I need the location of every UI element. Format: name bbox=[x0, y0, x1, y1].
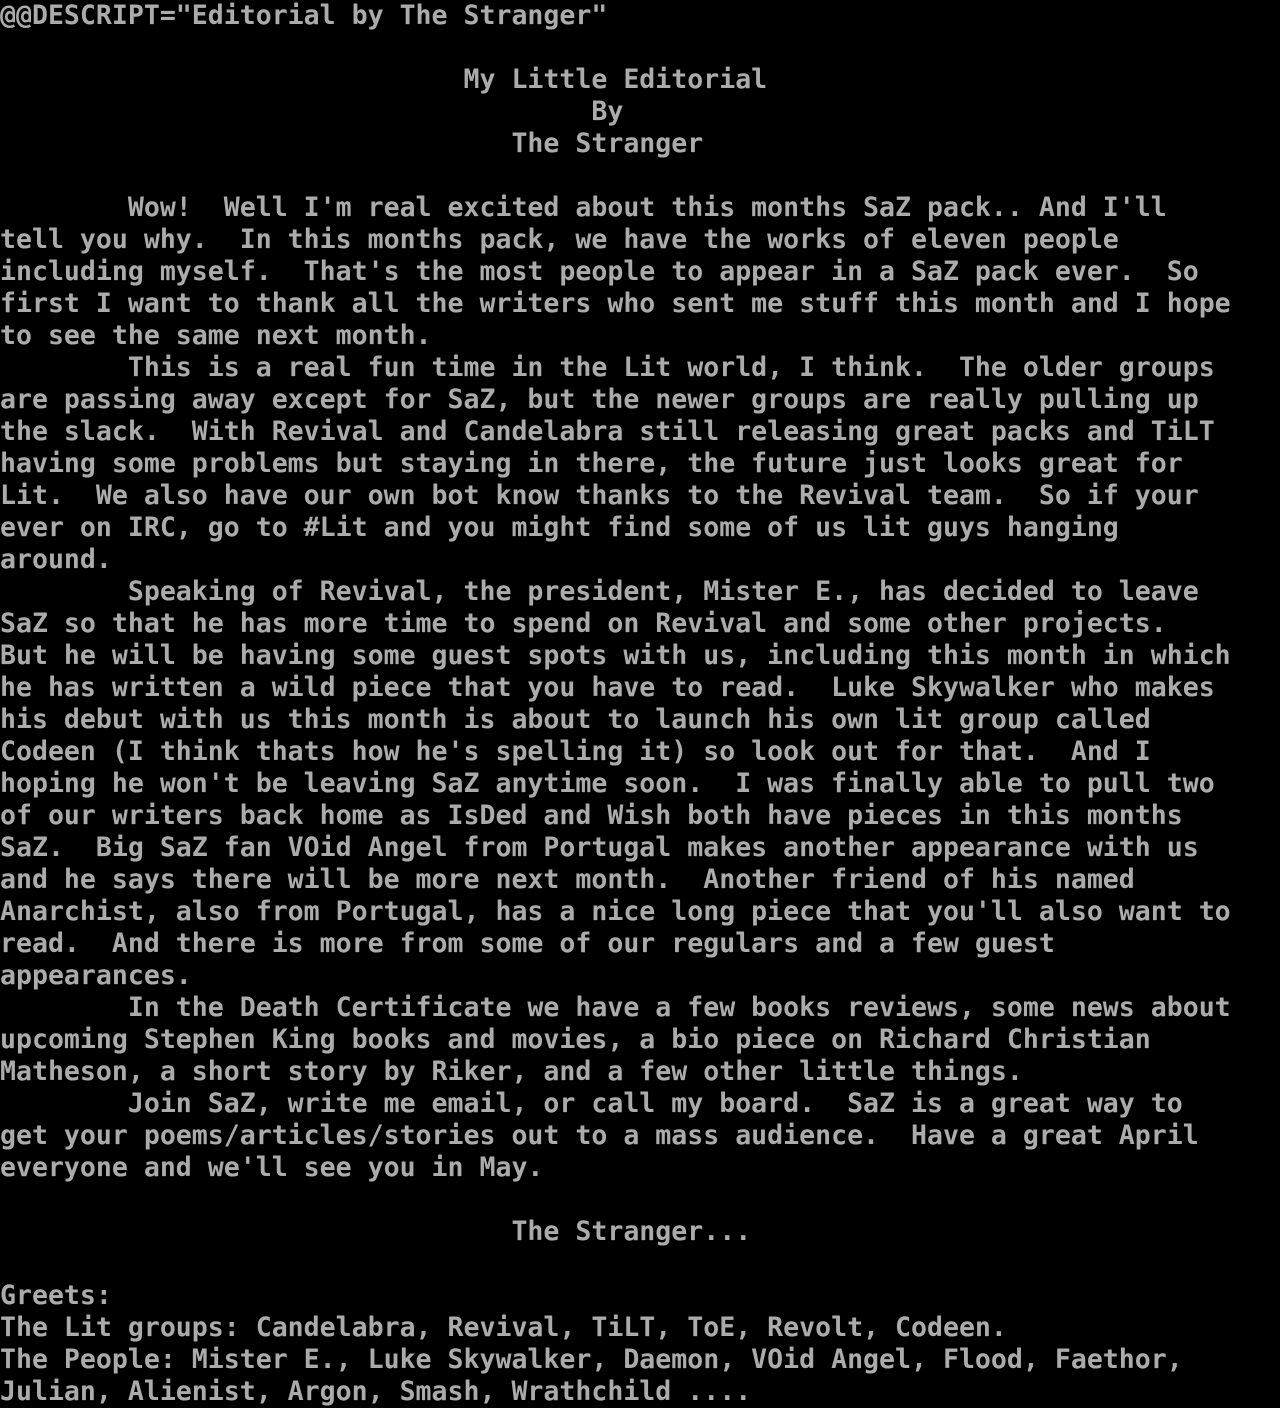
text-line: the slack. With Revival and Candelabra still releasing great packs and TiLT bbox=[0, 416, 1215, 447]
text-line bbox=[0, 1248, 1280, 1280]
text-line: Join SaZ, write me email, or call my board. SaZ is a great way to bbox=[0, 1088, 1183, 1119]
text-line: read. And there is more from some of our regulars and a few guest bbox=[0, 928, 1055, 959]
text-line: By bbox=[0, 96, 624, 127]
text-line: Julian, Alienist, Argon, Smash, Wrathchild .... bbox=[0, 1376, 752, 1407]
text-line: The Stranger... bbox=[0, 1216, 752, 1247]
text-line: Lit. We also have our own bot know thanks to the Revival team. So if your bbox=[0, 480, 1199, 511]
text-line: SaZ so that he has more time to spend on Revival and some other projects. bbox=[0, 608, 1167, 639]
text-line: appearances. bbox=[0, 960, 192, 991]
text-line: to see the same next month. bbox=[0, 320, 432, 351]
text-line bbox=[0, 1184, 1280, 1216]
text-line bbox=[0, 160, 1280, 192]
text-line: Matheson, a short story by Riker, and a few other little things. bbox=[0, 1056, 1023, 1087]
text-line: including myself. That's the most people to appear in a SaZ pack ever. So bbox=[0, 256, 1199, 287]
text-line: everyone and we'll see you in May. bbox=[0, 1152, 544, 1183]
text-line: first I want to thank all the writers who sent me stuff this month and I hope bbox=[0, 288, 1231, 319]
text-line: Speaking of Revival, the president, Mister E., has decided to leave bbox=[0, 576, 1199, 607]
text-line bbox=[0, 32, 1280, 64]
text-line: In the Death Certificate we have a few books reviews, some news about bbox=[0, 992, 1231, 1023]
text-line: The Lit groups: Candelabra, Revival, TiLT, ToE, Revolt, Codeen. bbox=[0, 1312, 1007, 1343]
text-line: his debut with us this month is about to launch his own lit group called bbox=[0, 704, 1151, 735]
text-line: This is a real fun time in the Lit world, I think. The older groups bbox=[0, 352, 1215, 383]
text-line: are passing away except for SaZ, but the newer groups are really pulling up bbox=[0, 384, 1199, 415]
text-line: he has written a wild piece that you have to read. Luke Skywalker who makes bbox=[0, 672, 1215, 703]
text-line: tell you why. In this months pack, we have the works of eleven people bbox=[0, 224, 1119, 255]
text-line: get your poems/articles/stories out to a mass audience. Have a great April bbox=[0, 1120, 1199, 1151]
text-line: The People: Mister E., Luke Skywalker, Daemon, VOid Angel, Flood, Faethor, bbox=[0, 1344, 1183, 1375]
text-line: Anarchist, also from Portugal, has a nice long piece that you'll also want to bbox=[0, 896, 1231, 927]
text-line: Wow! Well I'm real excited about this months SaZ pack.. And I'll bbox=[0, 192, 1167, 223]
text-line: But he will be having some guest spots with us, including this month in which bbox=[0, 640, 1231, 671]
text-line: hoping he won't be leaving SaZ anytime soon. I was finally able to pull two bbox=[0, 768, 1215, 799]
text-line: upcoming Stephen King books and movies, a bio piece on Richard Christian bbox=[0, 1024, 1151, 1055]
text-line: having some problems but staying in there, the future just looks great for bbox=[0, 448, 1183, 479]
text-line: Greets: bbox=[0, 1280, 112, 1311]
text-line: around. bbox=[0, 544, 112, 575]
text-line: ever on IRC, go to #Lit and you might find some of us lit guys hanging bbox=[0, 512, 1119, 543]
text-line: @@DESCRIPT="Editorial by The Stranger" bbox=[0, 0, 608, 31]
text-line: SaZ. Big SaZ fan VOid Angel from Portugal makes another appearance with us bbox=[0, 832, 1199, 863]
text-line: The Stranger bbox=[0, 128, 704, 159]
text-line: and he says there will be more next month. Another friend of his named bbox=[0, 864, 1135, 895]
text-line: Codeen (I think thats how he's spelling it) so look out for that. And I bbox=[0, 736, 1151, 767]
text-line: My Little Editorial bbox=[0, 64, 768, 95]
text-line: of our writers back home as IsDed and Wish both have pieces in this months bbox=[0, 800, 1183, 831]
